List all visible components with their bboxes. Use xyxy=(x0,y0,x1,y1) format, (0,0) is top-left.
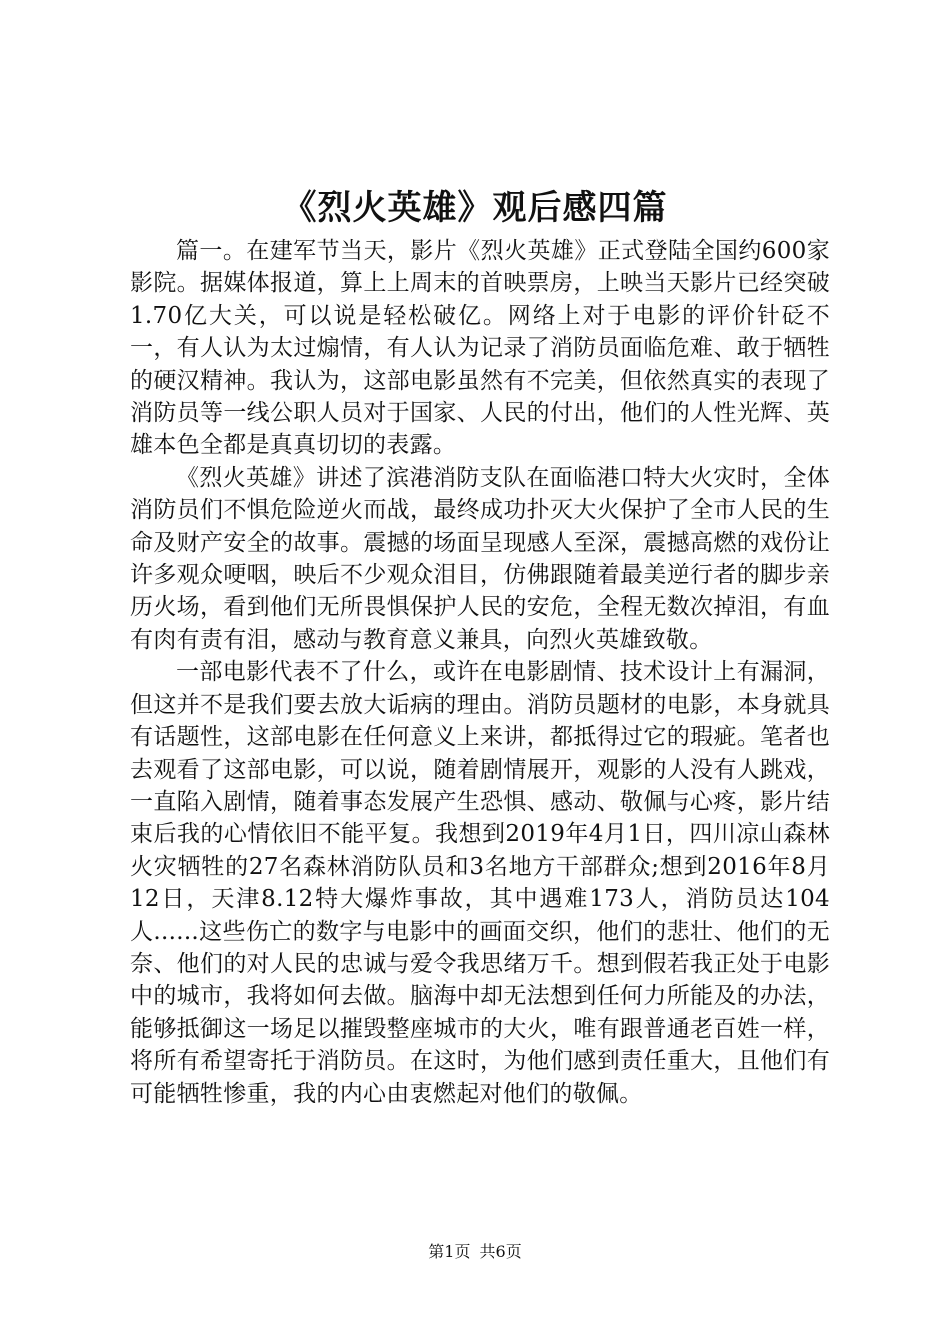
paragraph-1: 篇一。在建军节当天，影片《烈火英雄》正式登陆全国约600家影院。据媒体报道，算上上周末的首映票房，上映当天影片已经突破1.70亿大关，可以说是轻松破亿。网络上对于电影的评价针砭不一，有人认为太过煽情，有人认为记录了消防员面临危难、敢于牺牲的硬汉精神。我认为，这部电影虽然有不完美，但依然真实的表现了消防员等一线公职人员对于国家、人民的付出，他们的人性光辉、英雄本色全都是真真切切的表露。 xyxy=(130,238,830,459)
page-total: 共6页 xyxy=(479,1242,522,1261)
document-body xyxy=(130,235,830,1110)
document-title: 《烈火英雄》观后感四篇 xyxy=(282,188,668,228)
paragraph-3: 一部电影代表不了什么，或许在电影剧情、技术设计上有漏洞，但这并不是我们要去放大诟病的理由。消防员题材的电影，本身就具有话题性，这部电影在任何意义上来讲，都抵得过它的瑕疵。笔者也去观看了这部电影，可以说，随着剧情展开，观影的人没有人跳戏，一直陷入剧情，随着事态发展产生恐惧、感动、敬佩与心疼，影片结束后我的心情依旧不能平复。我想到2019年4月1日，四川凉山森林火灾牺牲的27名森林消防队员和3名地方干部群众;想到2016年8月12日，天津8.12特大爆炸事故，其中遇难173人，消防员达104人......这些伤亡的数字与电影中的画面交织，他们的悲壮、他们的无奈、他们的对人民的忠诚与爱令我思绪万千。想到假若我正处于电影中的城市，我将如何去做。脑海中却无法想到任何力所能及的办法，能够抵御这一场足以摧毁整座城市的大火，唯有跟普通老百姓一样，将所有希望寄托于消防员。在这时，为他们感到责任重大，且他们有可能牺牲惨重，我的内心由衷燃起对他们的敬佩。 xyxy=(130,659,830,1107)
paragraph-2: 《烈火英雄》讲述了滨港消防支队在面临港口特大火灾时，全体消防员们不惧危险逆火而战，最终成功扑灭大火保护了全市人民的生命及财产安全的故事。震撼的场面呈现感人至深，震撼高燃的戏份让许多观众哽咽，映后不少观众泪目，仿佛跟随着最美逆行者的脚步亲历火场，看到他们无所畏惧保护人民的安危，全程无数次掉泪，有血有肉有责有泪，感动与教育意义兼具，向烈火英雄致敬。 xyxy=(130,464,830,653)
page-footer xyxy=(0,1240,950,1264)
page-number: 第1页 xyxy=(428,1242,471,1261)
